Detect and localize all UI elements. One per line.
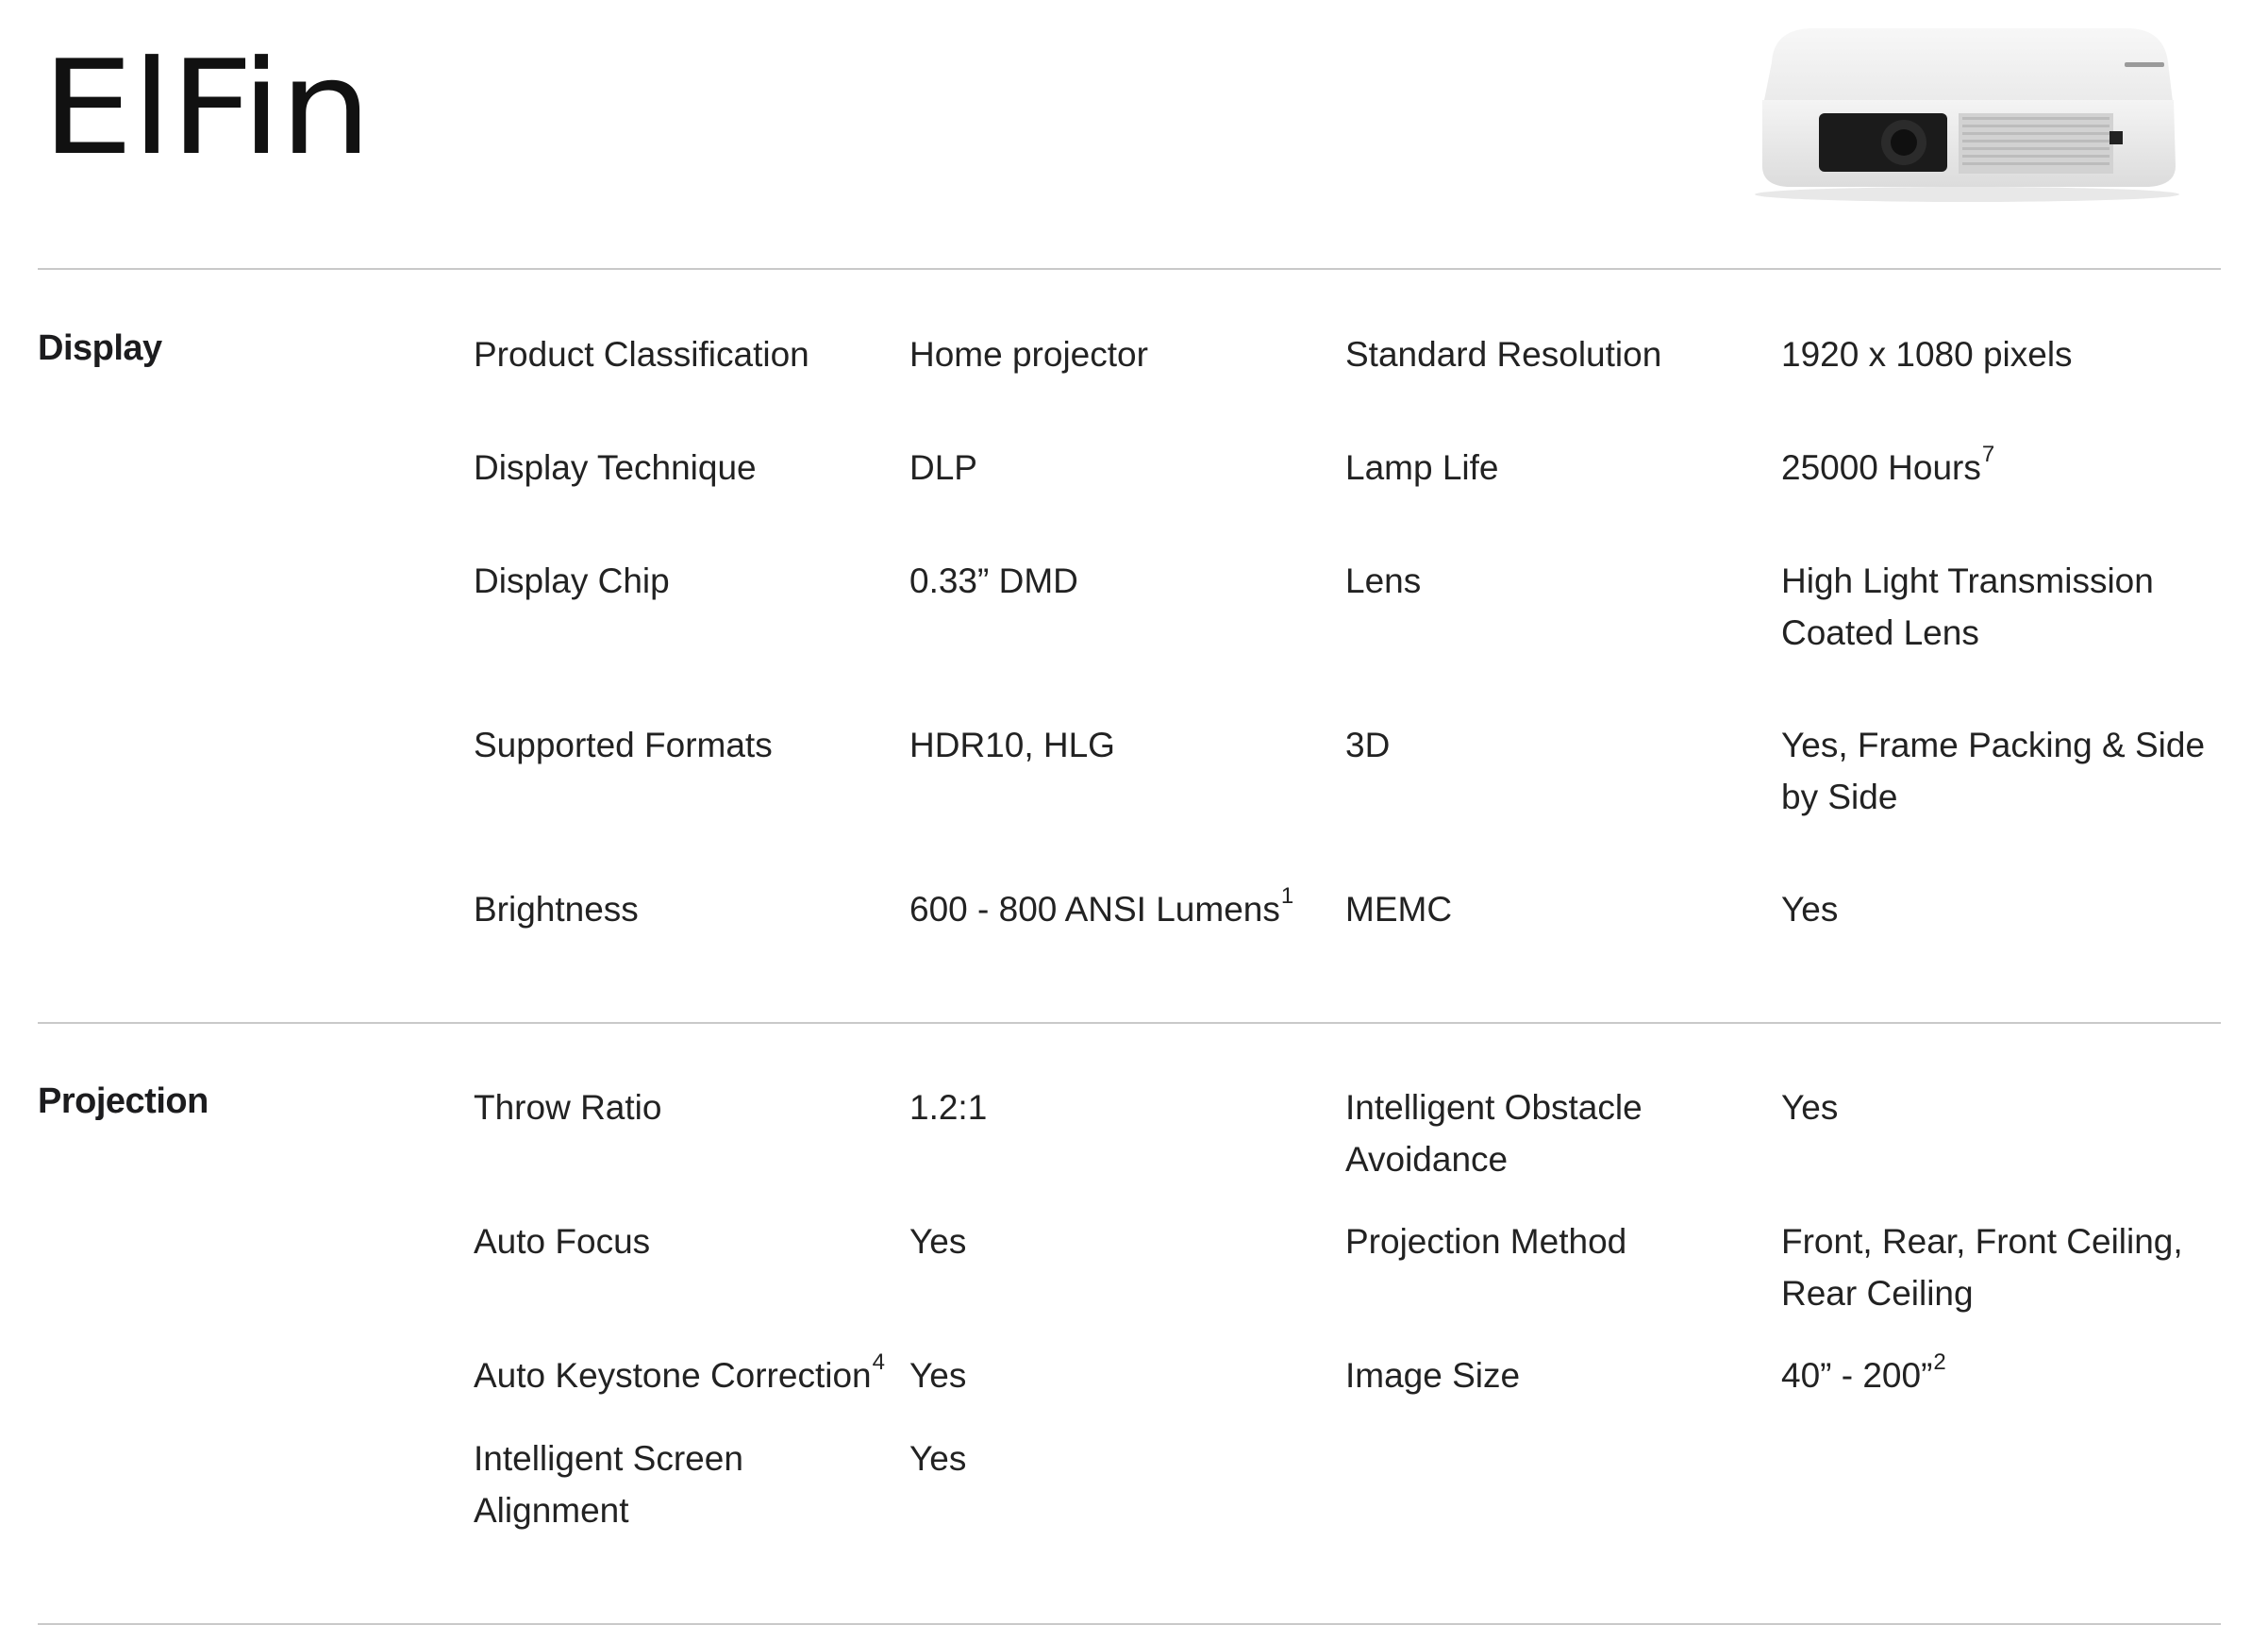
spec-value: 0.33” DMD: [909, 561, 1078, 600]
spec-value: High Light Transmission Coated Lens: [1781, 561, 2154, 652]
spec-label: Auto Keystone Correction: [474, 1356, 872, 1395]
spec-label: 3D: [1345, 726, 1391, 764]
footnote-marker: 2: [1933, 1349, 1946, 1375]
spec-label: Display Chip: [474, 561, 670, 600]
spec-value: Yes: [909, 1222, 967, 1261]
brand-logo: ElFin: [42, 32, 370, 184]
spec-value: HDR10, HLG: [909, 726, 1115, 764]
footnote-marker: 1: [1280, 882, 1294, 909]
spec-label: Product Classification: [474, 335, 809, 374]
spec-label-with-footnote: [474, 1349, 908, 1401]
projector-product-image: [1743, 25, 2191, 204]
spec-value: Home projector: [909, 335, 1148, 374]
section-divider: [38, 268, 2221, 270]
spec-value-with-footnote: [909, 883, 1343, 935]
spec-label: Projection Method: [1345, 1222, 1627, 1261]
spec-label: Supported Formats: [474, 726, 773, 764]
spec-value: 600 - 800 ANSI Lumens: [909, 890, 1280, 929]
section-title-display: Display: [38, 328, 162, 368]
section-title-projection: Projection: [38, 1081, 208, 1121]
spec-value: 1.2:1: [909, 1088, 988, 1127]
spec-label: Lens: [1345, 561, 1422, 600]
spec-value: 40” - 200”: [1781, 1356, 1933, 1395]
spec-value: 25000 Hours: [1781, 448, 1981, 487]
spec-label: Display Technique: [474, 448, 757, 487]
footnote-marker: 7: [1981, 441, 1995, 467]
spec-label: MEMC: [1345, 890, 1453, 929]
spec-value: 1920 x 1080 pixels: [1781, 335, 2073, 374]
spec-value-with-footnote: [1781, 442, 2206, 494]
page-header: [0, 0, 2268, 269]
spec-label: Auto Focus: [474, 1222, 651, 1261]
spec-label: Throw Ratio: [474, 1088, 662, 1127]
spec-label: Brightness: [474, 890, 639, 929]
section-divider: [38, 1022, 2221, 1024]
spec-label: Standard Resolution: [1345, 335, 1662, 374]
spec-value: Yes: [909, 1356, 967, 1395]
spec-value: Yes: [1781, 890, 1839, 929]
spec-label: Image Size: [1345, 1356, 1521, 1395]
spec-value: DLP: [909, 448, 977, 487]
spec-value: Yes: [909, 1439, 967, 1478]
spec-label: Lamp Life: [1345, 448, 1499, 487]
spec-label: Intelligent Obstacle Avoidance: [1345, 1088, 1643, 1179]
spec-value: Front, Rear, Front Ceiling, Rear Ceiling: [1781, 1222, 2183, 1313]
footnote-marker: 4: [872, 1349, 885, 1375]
spec-label: Intelligent Screen Alignment: [474, 1439, 743, 1530]
spec-value: Yes: [1781, 1088, 1839, 1127]
spec-value-with-footnote: [1781, 1349, 2206, 1401]
spec-value: Yes, Frame Packing & Side by Side: [1781, 726, 2206, 816]
